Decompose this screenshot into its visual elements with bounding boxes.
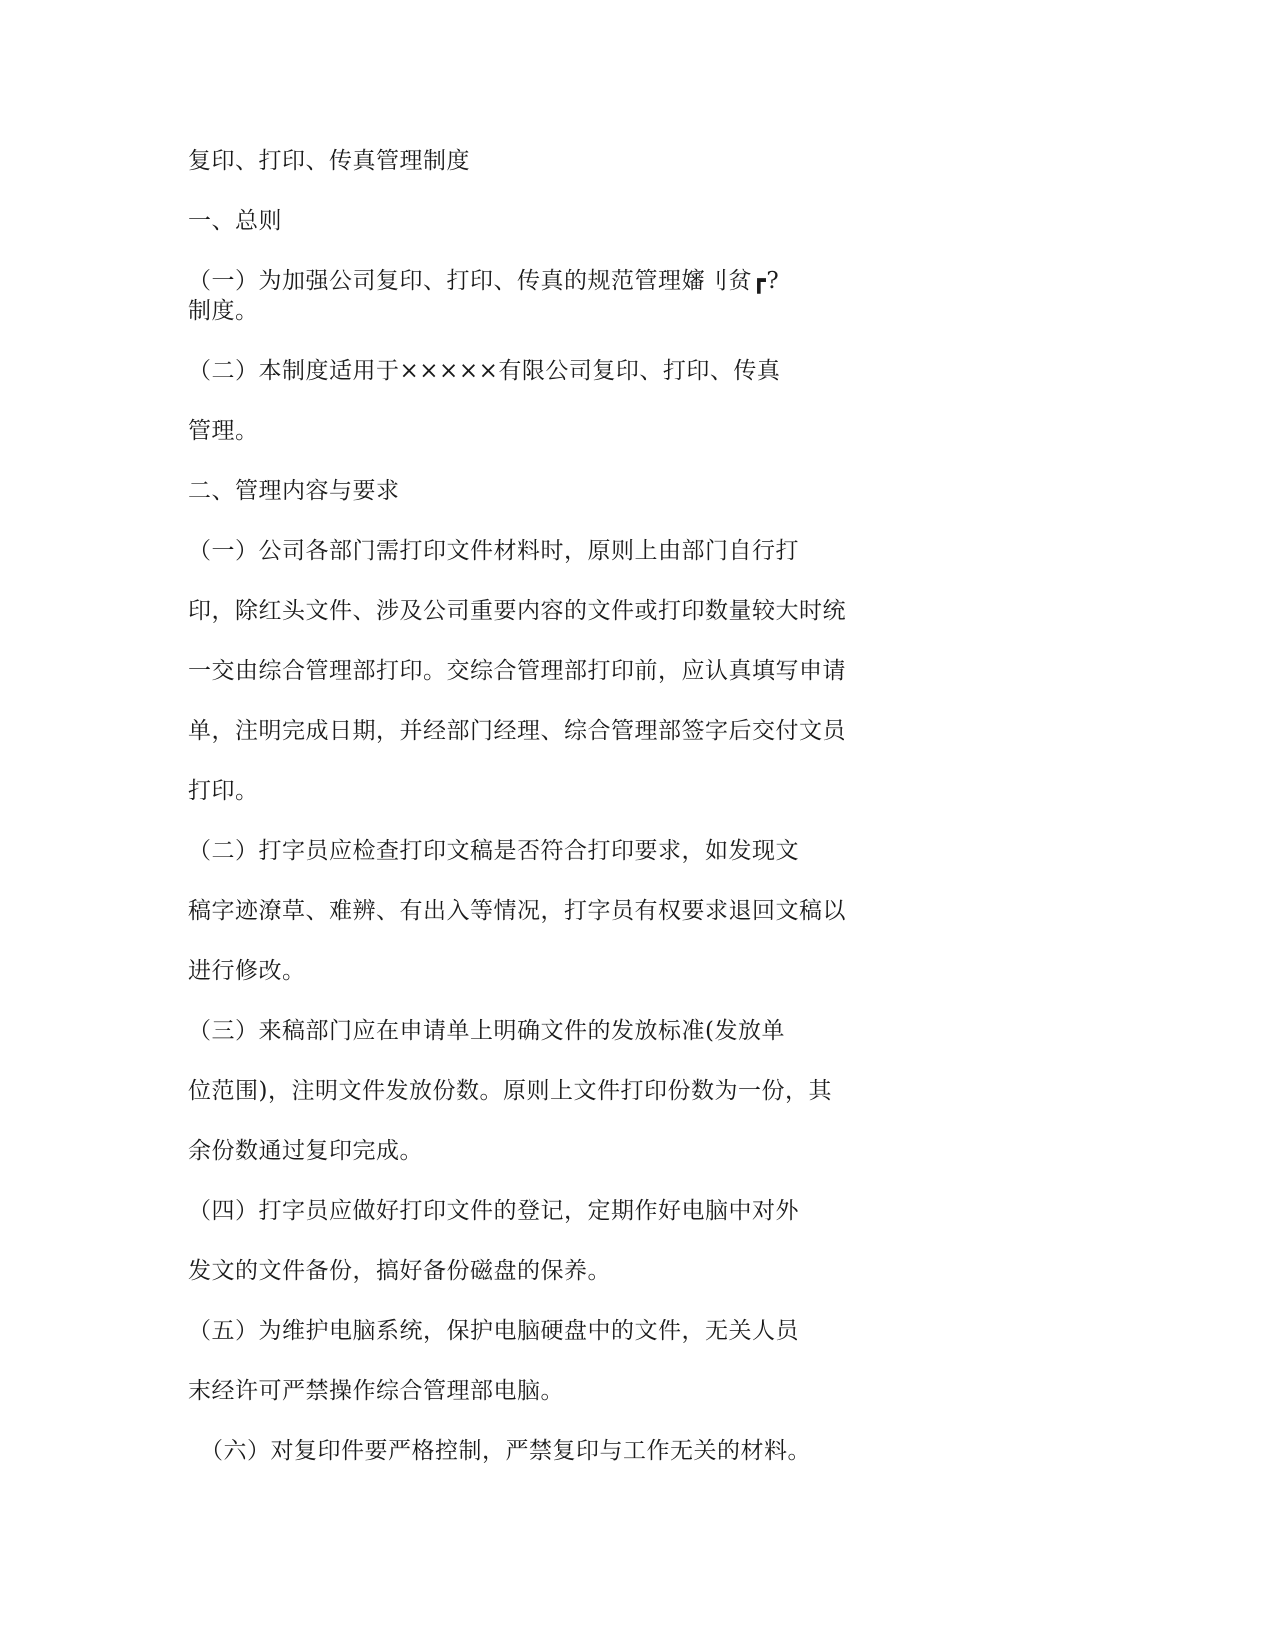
paragraph-line: 制度。: [188, 298, 259, 324]
paragraph-line: （二）打字员应检查打印文稿是否符合打印要求，如发现文: [188, 838, 799, 864]
paragraph-line: （五）为维护电脑系统，保护电脑硬盘中的文件，无关人员: [188, 1318, 799, 1344]
paragraph-line: 打印。: [188, 778, 259, 804]
paragraph-line: （一）公司各部门需打印文件材料时，原则上由部门自行打: [188, 538, 799, 564]
paragraph-line: （六）对复印件要严格控制，严禁复印与工作无关的材料。: [200, 1438, 811, 1464]
paragraph-line: （二）本制度适用于×××××有限公司复印、打印、传真: [188, 358, 781, 384]
section-heading-requirements: 二、管理内容与要求: [188, 478, 400, 504]
document-title: 复印、打印、传真管理制度: [188, 148, 470, 174]
paragraph-line: 位范围)，注明文件发放份数。原则上文件打印份数为一份，其: [188, 1078, 832, 1104]
paragraph-line: 一交由综合管理部打印。交综合管理部打印前，应认真填写申请: [188, 658, 846, 684]
paragraph-line: 发文的文件备份，搞好备份磁盘的保养。: [188, 1258, 611, 1284]
paragraph-line: 末经许可严禁操作综合管理部电脑。: [188, 1378, 564, 1404]
paragraph-line: 印，除红头文件、涉及公司重要内容的文件或打印数量较大时统: [188, 598, 846, 624]
paragraph-line: 管理。: [188, 418, 259, 444]
paragraph-line: 单，注明完成日期，并经部门经理、综合管理部签字后交付文员: [188, 718, 846, 744]
paragraph-line: 稿字迹潦草、难辨、有出入等情况，打字员有权要求退回文稿以: [188, 898, 846, 924]
section-heading-general: 一、总则: [188, 208, 282, 234]
paragraph-line: （三）来稿部门应在申请单上明确文件的发放标准(发放单: [188, 1018, 785, 1044]
paragraph-line: （一）为加强公司复印、打印、传真的规范管理嬸刂贫┏?: [188, 268, 780, 294]
paragraph-line: 进行修改。: [188, 958, 306, 984]
paragraph-line: （四）打字员应做好打印文件的登记，定期作好电脑中对外: [188, 1198, 799, 1224]
paragraph-line: 余份数通过复印完成。: [188, 1138, 423, 1164]
